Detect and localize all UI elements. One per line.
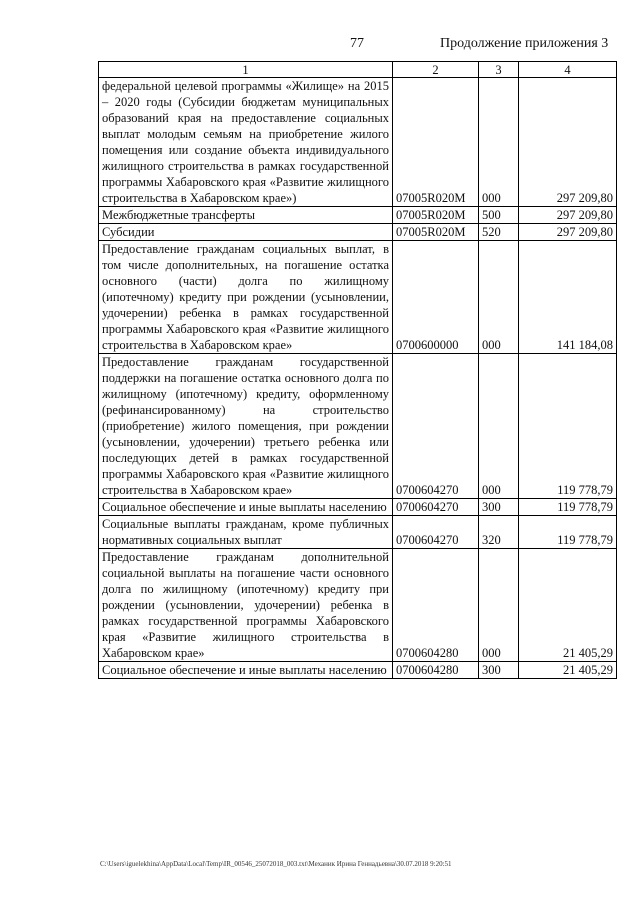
row-vr: 000 (479, 241, 519, 354)
row-vr: 000 (479, 78, 519, 207)
row-sum: 21 405,29 (519, 549, 617, 662)
row-vr: 500 (479, 207, 519, 224)
table-row (99, 516, 617, 549)
row-vr: 000 (479, 549, 519, 662)
row-code: 07005R020M (393, 224, 479, 241)
row-sum: 21 405,29 (519, 662, 617, 679)
row-code: 0700604270 (393, 499, 479, 516)
page-number: 77 (350, 36, 364, 51)
row-code: 07005R020M (393, 207, 479, 224)
row-vr: 300 (479, 662, 519, 679)
row-name: Социальное обеспечение и иные выплаты населению (99, 662, 393, 679)
row-vr: 300 (479, 499, 519, 516)
row-name: Субсидии (99, 224, 393, 241)
row-sum: 297 209,80 (519, 224, 617, 241)
row-code: 07005R020M (393, 78, 479, 207)
row-name: Социальные выплаты гражданам, кроме публичных нормативных социальных выплат (99, 516, 393, 549)
row-code: 0700604280 (393, 662, 479, 679)
column-header-3: 3 (479, 62, 519, 78)
row-name: Предоставление гражданам социальных выплат, в том числе дополнительных, на погашение остатка основного (части) долга по жилищному (ипотечному) кредиту при рождении (усыновлении, удочерении) ребенка в рамках государственной программы Хабаровского края «Развитие жилищного строительства в Хабаровском крае» (99, 241, 393, 354)
row-sum: 119 778,79 (519, 499, 617, 516)
row-sum: 297 209,80 (519, 207, 617, 224)
table-row (99, 207, 617, 224)
continuation-label: Продолжение приложения 3 (440, 36, 609, 51)
row-name: Предоставление гражданам государственной поддержки на погашение остатка основного долга по жилищному (ипотечному) кредиту, оформленному (рефинансированному) на строительство (приобретение) жилого помещения, при рождении (усыновлении, удочерении) третьего ребенка или последующих детей в рамках государственной программы Хабаровского края «Развитие жилищного строительства в Хабаровском крае» (99, 354, 393, 499)
page-header (0, 36, 640, 56)
column-number-row (99, 62, 617, 78)
document-footer-path: C:\Users\iguelekhina\AppData\Local\Temp\IR_00546_25072018_003.txt\Механик Ирина Геннадьевна\30.07.2018 9:20:51 (100, 860, 452, 868)
table-row (99, 662, 617, 679)
table-row (99, 549, 617, 662)
row-sum: 119 778,79 (519, 516, 617, 549)
table-row (99, 241, 617, 354)
column-header-2: 2 (393, 62, 479, 78)
row-vr: 520 (479, 224, 519, 241)
table-row (99, 224, 617, 241)
column-header-4: 4 (519, 62, 617, 78)
row-name: Межбюджетные трансферты (99, 207, 393, 224)
row-code: 0700604270 (393, 354, 479, 499)
row-code: 0700604280 (393, 549, 479, 662)
column-header-1: 1 (99, 62, 393, 78)
row-vr: 000 (479, 354, 519, 499)
row-code: 0700600000 (393, 241, 479, 354)
table-row (99, 78, 617, 207)
row-sum: 297 209,80 (519, 78, 617, 207)
row-name: федеральной целевой программы «Жилище» на 2015 – 2020 годы (Субсидии бюджетам муниципальных образований края на предоставление социальных выплат молодым семьям на приобретение жилого помещения или создание объекта индивидуального жилищного строительства в рамках государственной программы Хабаровского края «Развитие жилищного строительства в Хабаровском крае») (99, 78, 393, 207)
table-row (99, 354, 617, 499)
budget-table (98, 61, 617, 679)
row-sum: 119 778,79 (519, 354, 617, 499)
row-code: 0700604270 (393, 516, 479, 549)
row-name: Социальное обеспечение и иные выплаты населению (99, 499, 393, 516)
row-vr: 320 (479, 516, 519, 549)
row-sum: 141 184,08 (519, 241, 617, 354)
table-row (99, 499, 617, 516)
row-name: Предоставление гражданам дополнительной социальной выплаты на погашение части основного долга по жилищному (ипотечному) кредиту при рождении (усыновлении, удочерении) ребенка в рамках государственной программы Хабаровского края «Развитие жилищного строительства в Хабаровском крае» (99, 549, 393, 662)
